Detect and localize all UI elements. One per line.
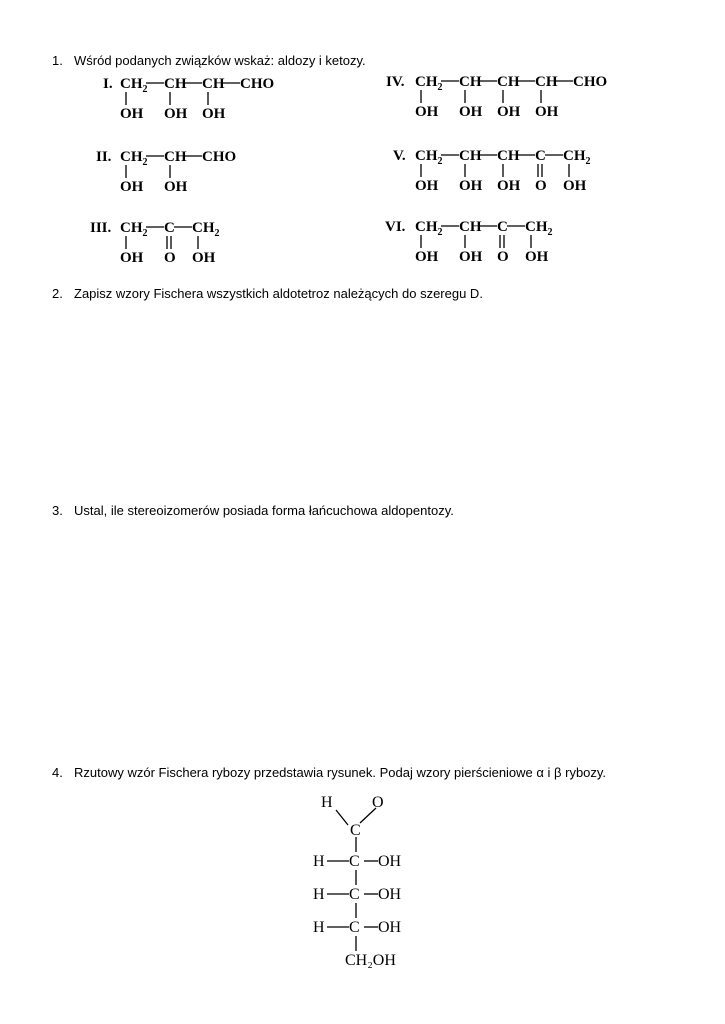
compound-ii	[96, 149, 236, 195]
chain-group: $CH_2$	[192, 220, 220, 239]
ribose-row-h: H	[313, 853, 325, 870]
ribose-ch2oh: CH₂OH	[345, 952, 396, 969]
ribose-labels	[313, 794, 402, 969]
chain-group: CH	[497, 148, 520, 164]
chain-group: CH	[164, 149, 187, 165]
chain-group: C	[535, 148, 546, 164]
hydroxyl-group: OH	[120, 106, 144, 122]
hydroxyl-group: OH	[525, 249, 549, 265]
hydroxyl-group: OH	[415, 178, 439, 194]
compound-v	[393, 148, 591, 194]
hydroxyl-group: OH	[535, 104, 559, 120]
chain-group: CHO	[573, 74, 608, 90]
chain-group: $CH_2$	[415, 219, 443, 238]
hydroxyl-group: OH	[120, 179, 144, 195]
ribose-row-c: C	[349, 853, 360, 870]
chain-group: $CH_2$	[415, 74, 443, 93]
hydroxyl-group: OH	[164, 106, 188, 122]
question-number: 3.	[52, 503, 63, 518]
hydroxyl-group: OH	[192, 250, 216, 266]
chain-group: CH	[459, 148, 482, 164]
compound-iii	[90, 220, 220, 266]
hydroxyl-group: OH	[563, 178, 587, 194]
chain-group: $CH_2$	[120, 149, 148, 168]
chain-group: CH	[164, 76, 187, 92]
carbonyl-oxygen: O	[535, 178, 547, 194]
chain-group: CH	[497, 74, 520, 90]
chain-group: $CH_2$	[415, 148, 443, 167]
hydroxyl-group: OH	[497, 104, 521, 120]
compound-vi	[385, 219, 553, 265]
compound-label: I.	[103, 76, 113, 92]
hydroxyl-group: OH	[459, 178, 483, 194]
ribose-aldehyde-o: O	[372, 794, 384, 811]
compound-i	[103, 76, 274, 122]
chain-group: CH	[202, 76, 225, 92]
chain-group: CHO	[240, 76, 275, 92]
chain-group: CH	[459, 74, 482, 90]
question-text: Zapisz wzory Fischera wszystkich aldotetroz należących do szeregu D.	[74, 286, 483, 301]
question-number: 1.	[52, 53, 63, 68]
compound-label: VI.	[385, 219, 406, 235]
ribose-row-h: H	[313, 919, 325, 936]
chain-group: CH	[459, 219, 482, 235]
hydroxyl-group: OH	[415, 249, 439, 265]
chain-group: $CH_2$	[120, 220, 148, 239]
chain-group: C	[497, 219, 508, 235]
hydroxyl-group: OH	[415, 104, 439, 120]
question-text: Rzutowy wzór Fischera rybozy przedstawia rysunek. Podaj wzory pierścieniowe α i β rybozy.	[74, 765, 607, 780]
hydroxyl-group: OH	[459, 249, 483, 265]
chain-group: CHO	[202, 149, 237, 165]
chain-group: $CH_2$	[120, 76, 148, 95]
carbonyl-oxygen: O	[164, 250, 176, 266]
ribose-row-oh: OH	[378, 886, 402, 903]
ribose-row-h: H	[313, 886, 325, 903]
compound-label: IV.	[386, 74, 405, 90]
chain-group: $CH_2$	[563, 148, 591, 167]
chain-group: C	[164, 220, 175, 236]
hydroxyl-group: OH	[202, 106, 226, 122]
ribose-row-oh: OH	[378, 853, 402, 870]
hydroxyl-group: OH	[459, 104, 483, 120]
ribose-row-oh: OH	[378, 919, 402, 936]
ribose-row-c: C	[349, 886, 360, 903]
question-text: Ustal, ile stereoizomerów posiada forma łańcuchowa aldopentozy.	[74, 503, 454, 518]
compound-label: V.	[393, 148, 406, 164]
ribose-aldehyde-h: H	[321, 794, 333, 811]
compounds-layer	[90, 74, 607, 266]
question-text: Wśród podanych związków wskaż: aldozy i ketozy.	[74, 53, 366, 68]
ribose-carbonyl-c: C	[350, 822, 361, 839]
compound-label: III.	[90, 220, 112, 236]
hydroxyl-group: OH	[497, 178, 521, 194]
carbonyl-oxygen: O	[497, 249, 509, 265]
compound-iv	[386, 74, 607, 120]
chain-group: $CH_2$	[525, 219, 553, 238]
chain-group: CH	[535, 74, 558, 90]
hydroxyl-group: OH	[120, 250, 144, 266]
compound-label: II.	[96, 149, 112, 165]
hydroxyl-group: OH	[164, 179, 188, 195]
ribose-row-c: C	[349, 919, 360, 936]
question-number: 2.	[52, 286, 63, 301]
question-number: 4.	[52, 765, 63, 780]
